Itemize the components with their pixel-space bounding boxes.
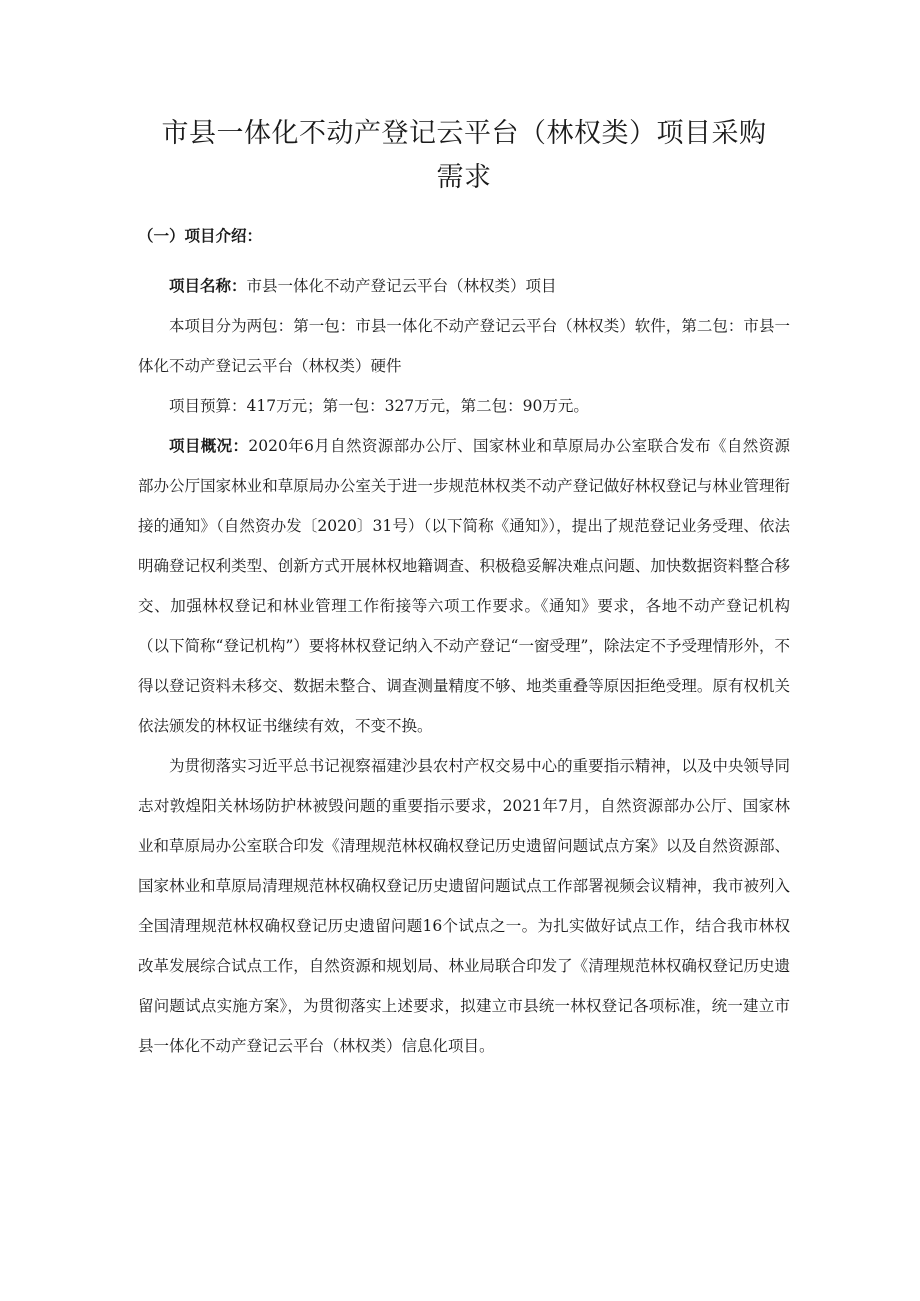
project-name-label: 项目名称： — [169, 276, 247, 295]
title-line-2: 需求 — [436, 162, 492, 193]
budget-paragraph: 项目预算：417万元；第一包：327万元，第二包：90万元。 — [169, 397, 589, 415]
overview-label: 项目概况： — [169, 436, 249, 455]
overview-paragraph — [138, 426, 790, 746]
project-name-value: 市县一体化不动产登记云平台（林权类）项目 — [246, 277, 557, 295]
section-heading-project-intro: （一）项目介绍： — [138, 226, 263, 245]
background-paragraph: 为贯彻落实习近平总书记视察福建沙县农村产权交易中心的重要指示精神，以及中央领导同志对敦煌阳关林场防护林被毁问题的重要指示要求，2021年7月，自然资源部办公厅、国家林业和草原局办公室联合印发《清理规范林权确权登记历史遗留问题试点方案》以及自然资源部、国家林业和草原局清理规范林权确权登记历史遗留问题试点工作部署视频会议精神，我市被列入全国清理规范林权确权登记历史遗留问题16个试点之一。为扎实做好试点工作，结合我市林权改革发展综合试点工作，自然资源和规划局、林业局联合印发了《清理规范林权确权登记历史遗留问题试点实施方案》，为贯彻落实上述要求，拟建立市县统一林权登记各项标准，统一建立市县一体化不动产登记云平台（林权类）信息化项目。 — [138, 757, 790, 1055]
document-title — [138, 112, 790, 200]
project-name-paragraph — [138, 266, 790, 306]
overview-text: 2020年6月自然资源部办公厅、国家林业和草原局办公室联合发布《自然资源部办公厅国家林业和草原局办公室关于进一步规范林权类不动产登记做好林权登记与林业管理衔接的通知》（自然资办发〔2020〕31号）（以下简称《通知》），提出了规范登记业务受理、依法明确登记权利类型、创新方式开展林权地籍调查、积极稳妥解决难点问题、加快数据资料整合移交、加强林权登记和林业管理工作衔接等六项工作要求。《通知》要求，各地不动产登记机构（以下简称“登记机构”）要将林权登记纳入不动产登记“一窗受理”，除法定不予受理情形外，不得以登记资料未移交、数据未整合、调查测量精度不够、地类重叠等原因拒绝受理。原有权机关依法颁发的林权证书继续有效，不变不换。 — [138, 437, 790, 735]
title-line-1: 市县一体化不动产登记云平台（林权类）项目采购 — [161, 118, 767, 149]
packages-paragraph: 本项目分为两包：第一包：市县一体化不动产登记云平台（林权类）软件，第二包：市县一体化不动产登记云平台（林权类）硬件 — [138, 317, 790, 375]
